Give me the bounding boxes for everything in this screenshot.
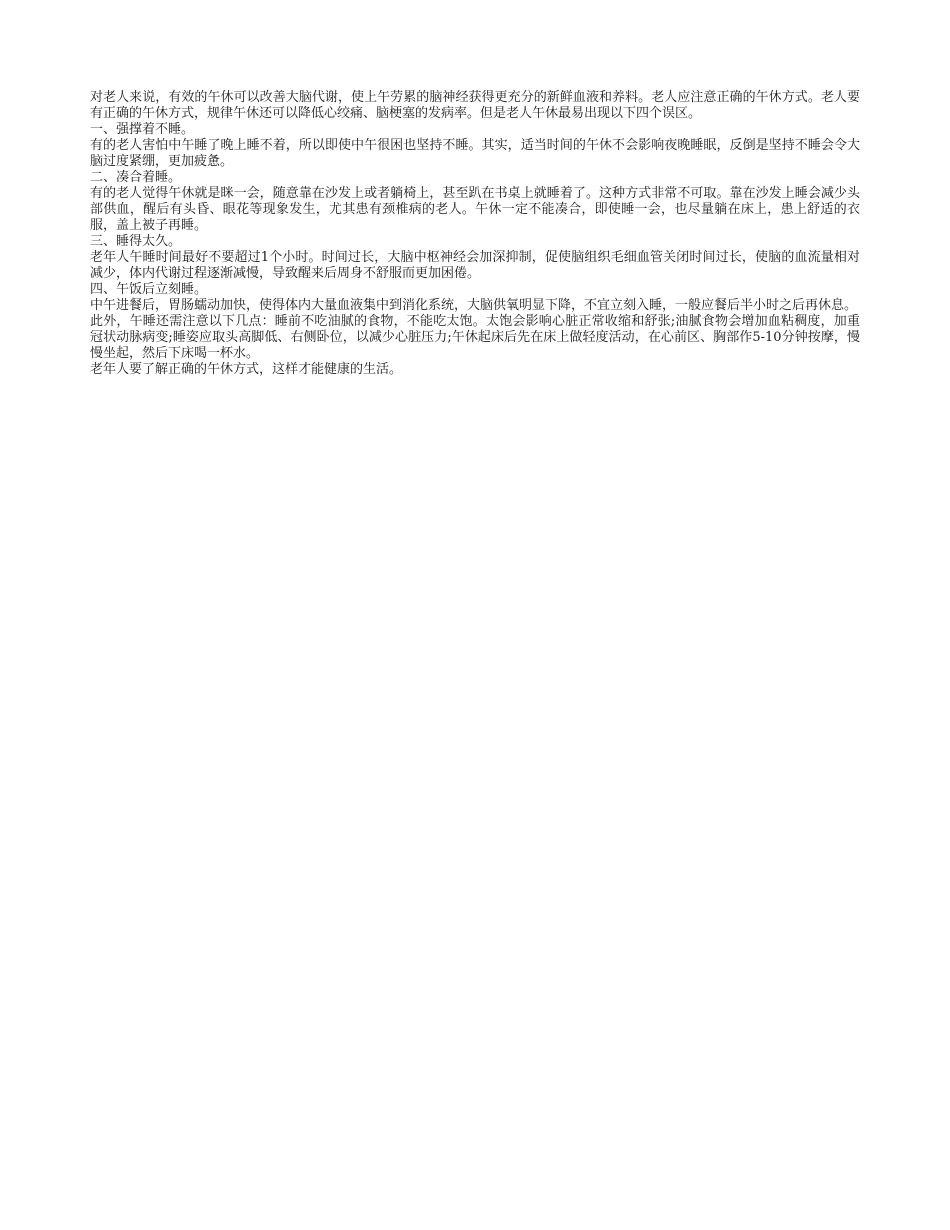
section-body-3: 老年人午睡时间最好不要超过1个小时。时间过长，大脑中枢神经会加深抑制，促使脑组织毛细血管关闭时间过长，使脑的血流量相对减少，体内代谢过程逐渐减慢，导致醒来后周身不舒服而更加困倦。 — [90, 250, 860, 281]
section-heading-4: 四、午饭后立刻睡。 — [90, 282, 208, 297]
section-body-4: 中午进餐后，胃肠蠕动加快，使得体内大量血液集中到消化系统，大脑供氧明显下降，不宜立刻入睡，一般应餐后半小时之后再休息。 — [90, 298, 858, 313]
document-page — [90, 90, 860, 378]
section-heading-2: 二、凑合着睡。 — [90, 170, 182, 185]
additional-notes-paragraph: 此外，午睡还需注意以下几点：睡前不吃油腻的食物，不能吃太饱。太饱会影响心脏正常收缩和舒张;油腻食物会增加血粘稠度，加重冠状动脉病变;睡姿应取头高脚低、右侧卧位，以减少心脏压力;午休起床后先在床上做轻度活动，在心前区、胸部作5-10分钟按摩，慢慢坐起，然后下床喝一杯水。 — [90, 314, 860, 361]
conclusion-paragraph: 老年人要了解正确的午休方式，这样才能健康的生活。 — [90, 362, 403, 377]
section-heading-1: 一、强撑着不睡。 — [90, 122, 195, 137]
section-body-1: 有的老人害怕中午睡了晚上睡不着，所以即使中午很困也坚持不睡。其实，适当时间的午休不会影响夜晚睡眠，反倒是坚持不睡会令大脑过度紧绷，更加疲惫。 — [90, 138, 860, 169]
intro-paragraph: 对老人来说，有效的午休可以改善大脑代谢，使上午劳累的脑神经获得更充分的新鲜血液和养料。老人应注意正确的午休方式。老人要有正确的午休方式，规律午休还可以降低心绞痛、脑梗塞的发病率。但是老人午休最易出现以下四个误区。 — [90, 90, 860, 121]
section-body-2: 有的老人觉得午休就是眯一会，随意靠在沙发上或者躺椅上，甚至趴在书桌上就睡着了。这种方式非常不可取。靠在沙发上睡会减少头部供血，醒后有头昏、眼花等现象发生，尤其患有颈椎病的老人。午休一定不能凑合，即使睡一会，也尽量躺在床上，患上舒适的衣服，盖上被子再睡。 — [90, 186, 860, 233]
section-heading-3: 三、睡得太久。 — [90, 234, 182, 249]
